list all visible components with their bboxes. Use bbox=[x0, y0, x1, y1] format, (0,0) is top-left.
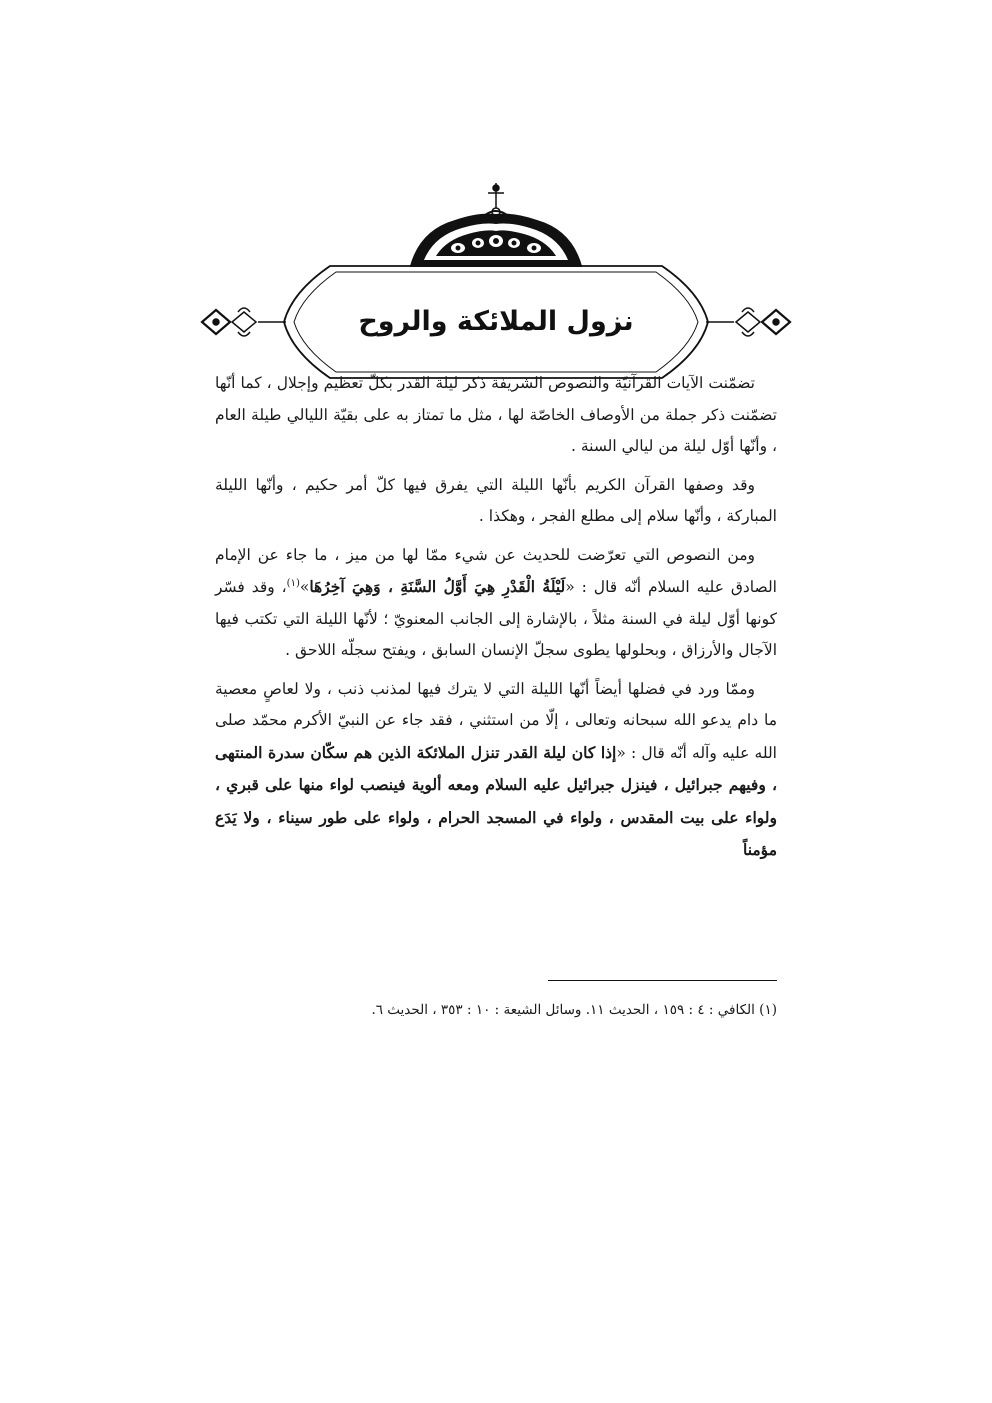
footnote-divider bbox=[548, 980, 777, 981]
arabesque-dome-icon bbox=[410, 211, 582, 266]
hadith-quote: لَيْلَةُ الْقَدْرِ هِيَ أَوَّلُ السَّنَةِ ، وَهِيَ آخِرُهَا bbox=[309, 577, 566, 596]
quote-close: » bbox=[299, 578, 310, 596]
body-text bbox=[215, 368, 777, 867]
left-flourish-icon bbox=[202, 308, 256, 336]
footnote-reference: (١) bbox=[286, 577, 300, 589]
paragraph-2: وقد وصفها القرآن الكريم بأنّها الليلة التي يفرق فيها كلّ أمر حكيم ، وأنّها الليلة المباركة ، وأنّها سلام إلى مطلع الفجر ، وهكذا . bbox=[215, 475, 777, 525]
prophet-hadith-quote: إذا كان ليلة القدر تنزل الملائكة الذين هم سكّان سدرة المنتهى ، وفيهم جبرائيل ، فينزل جبرائيل عليه السلام ومعه ألوية فينصب لواء منها على قبري ، ولواء على بيت المقدس ، ولواء في المسجد الحرام ، ولواء على طور سيناء ، ولا يَدَع مؤمناً bbox=[215, 742, 777, 859]
paragraph-3-intro: ومن النصوص التي تعرّضت للحديث عن شيء ممّا لها من ميز ، ما جاء عن الإمام الصادق عليه السلام أنّه قال : « bbox=[215, 545, 777, 596]
chapter-title: نزول الملائكة والروح bbox=[358, 306, 634, 337]
footnote: (١) الكافي : ٤ : ١٥٩ ، الحديث ١١. وسائل الشيعة : ١٠ : ٣٥٣ ، الحديث ٦. bbox=[371, 1002, 777, 1018]
paragraph-4-intro: وممّا ورد في فضلها أيضاً أنّها الليلة التي لا يترك فيها لمذنب ذنب ، ولا لعاصٍ معصية ما دام يدعو الله سبحانه وتعالى ، إلّا من استثني ، فقد جاء عن النبيّ الأكرم محمّد صلى الله عليه وآله أنّه قال : « bbox=[215, 679, 777, 762]
paragraph-4 bbox=[215, 674, 777, 867]
paragraph-1: تضمّنت الآيات القرآنيّة والنصوص الشريفة ذكر ليلة القدر بكلّ تعظيم وإجلال ، كما أنّها تضمّنت ذكر جملة من الأوصاف الخاصّة لها ، مثل ما تمتاز به على بقيّة الليالي طيلة العام ، وأنّها أوّل ليلة من ليالي السنة . bbox=[215, 374, 777, 455]
paragraph-3-continuation: ، وقد فسّر كونها أوّل ليلة في السنة مثلاً ، بالإشارة إلى الجانب المعنويّ ؛ لأنّها الليلة التي تكتب فيها الآجال والأرزاق ، وبحلولها يطوى سجلّ الإنسان السابق ، ويفتح سجلّه اللاحق . bbox=[215, 578, 777, 659]
paragraph-3 bbox=[215, 540, 777, 667]
right-flourish-icon bbox=[736, 308, 790, 336]
